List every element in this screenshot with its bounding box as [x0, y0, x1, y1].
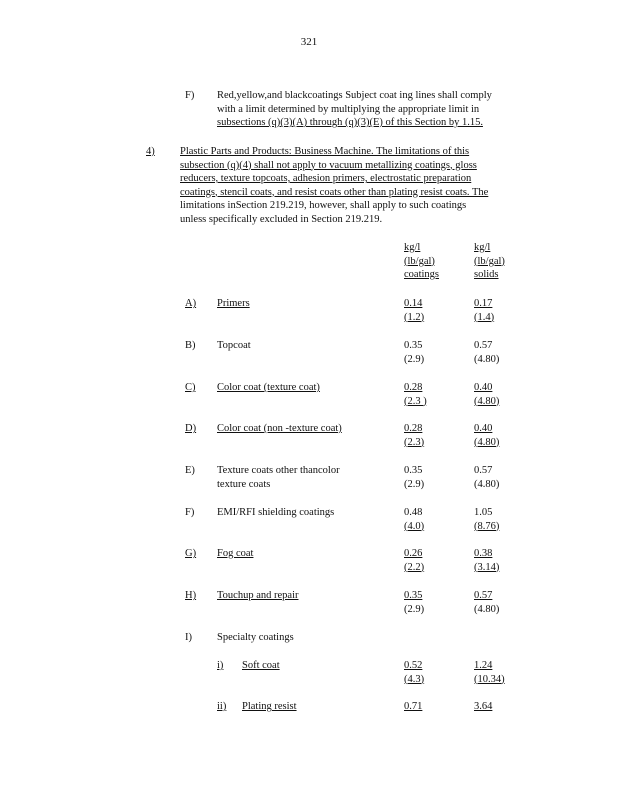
row-name: Plating resist — [242, 701, 297, 712]
row-label: A) — [185, 298, 197, 309]
solids-lbgal: (4.80) — [474, 353, 500, 365]
coatings-kgl: 0.35 — [404, 340, 423, 351]
row-coatings-value — [404, 422, 424, 449]
row-label: H) — [185, 590, 197, 601]
solids-lbgal: (10.34) — [474, 673, 505, 685]
coatings-kgl: 0.48 — [404, 507, 423, 518]
row-coatings-value — [404, 547, 424, 574]
solids-kgl: 1.24 — [474, 660, 493, 671]
item-4-label: 4) — [146, 146, 155, 157]
row-name: Color coat (non -texture coat) — [217, 423, 342, 434]
row-solids-value — [474, 339, 499, 366]
row-coatings-value — [404, 339, 424, 366]
item-4-line: coatings, stencil coats, and resist coats other than plating resist coats. The — [180, 186, 489, 198]
item-4-line: subsection (q)(4) shall not apply to vacuum metallizing coatings, gloss — [180, 159, 477, 171]
solids-kgl: 0.57 — [474, 590, 493, 601]
header-coatings-unit: kg/l — [404, 242, 421, 253]
solids-lbgal: (3.14) — [474, 561, 500, 573]
coatings-lbgal: (2.9) — [404, 603, 425, 615]
row-solids-value — [474, 547, 499, 574]
coatings-kgl: 0.52 — [404, 660, 423, 671]
solids-kgl: 1.05 — [474, 507, 493, 518]
solids-lbgal: (4.80) — [474, 395, 500, 407]
row-label: C) — [185, 382, 196, 393]
row-solids-value — [474, 506, 499, 533]
header-solids — [474, 241, 505, 282]
header-coatings-label: coatings — [404, 269, 439, 280]
solids-kgl: 0.57 — [474, 465, 493, 476]
row-coatings-value — [404, 700, 422, 714]
solids-kgl: 0.40 — [474, 382, 493, 393]
row-coatings-value — [404, 659, 424, 686]
coatings-kgl: 0.28 — [404, 382, 423, 393]
row-coatings-value — [404, 589, 424, 616]
solids-kgl: 0.40 — [474, 423, 493, 434]
row-name: Touchup and repair — [217, 590, 299, 601]
row-solids-value — [474, 422, 499, 449]
solids-lbgal: (4.80) — [474, 436, 500, 448]
solids-kgl: 0.38 — [474, 548, 493, 559]
row-label: B) — [185, 340, 196, 351]
item-4-text — [180, 145, 488, 226]
item-4-line: unless specifically excluded in Section 219.219. — [180, 213, 383, 225]
row-name-line: Texture coats other thancolor — [217, 465, 340, 476]
coatings-lbgal: (2.3) — [404, 436, 425, 448]
row-coatings-value — [404, 381, 427, 408]
row-name — [217, 464, 340, 491]
coatings-lbgal: (2.3 ) — [404, 395, 427, 407]
row-coatings-value — [404, 464, 424, 491]
item-4-line: Plastic Parts and Products: Business Machine. The limitations of this — [180, 146, 470, 157]
item-f-line: Red,yellow,and blackcoatings Subject coat ing lines shall comply — [217, 90, 492, 101]
row-solids-value — [474, 589, 499, 616]
item-f-line: with a limit determined by multiplying the appropriate limit in — [217, 103, 480, 115]
header-solids-label: solids — [474, 269, 499, 280]
item-f-label: F) — [185, 90, 195, 101]
coatings-lbgal: (2.2) — [404, 561, 425, 573]
coatings-lbgal: (4.3) — [404, 673, 425, 685]
row-label: E) — [185, 465, 195, 476]
header-solids-unit: kg/l — [474, 242, 491, 253]
row-label: ii) — [217, 701, 227, 712]
coatings-kgl: 0.71 — [404, 701, 423, 712]
item-4-line: reducers, texture topcoats, adhesion primers, electrostatic preparation — [180, 173, 472, 184]
row-name-line: texture coats — [217, 478, 271, 490]
row-name: Soft coat — [242, 660, 280, 671]
solids-lbgal: (4.80) — [474, 478, 500, 490]
row-label: F) — [185, 507, 195, 518]
row-coatings-value — [404, 297, 424, 324]
coatings-kgl: 0.35 — [404, 465, 423, 476]
item-f-text — [217, 89, 492, 130]
row-name: Specialty coatings — [217, 632, 294, 643]
solids-kgl: 0.17 — [474, 298, 493, 309]
row-name: EMI/RFI shielding coatings — [217, 507, 335, 518]
row-name: Fog coat — [217, 548, 254, 559]
row-name: Color coat (texture coat) — [217, 382, 320, 393]
coatings-kgl: 0.14 — [404, 298, 423, 309]
row-solids-value — [474, 659, 505, 686]
row-solids-value — [474, 381, 499, 408]
row-solids-value — [474, 297, 494, 324]
coatings-lbgal: (2.9) — [404, 353, 425, 365]
header-coatings — [404, 241, 439, 282]
solids-lbgal: (4.80) — [474, 603, 500, 615]
coatings-lbgal: (4.0) — [404, 520, 425, 532]
item-4-line: limitations inSection 219.219, however, shall apply to such coatings — [180, 200, 467, 211]
row-name: Topcoat — [217, 340, 251, 351]
solids-lbgal: (8.76) — [474, 520, 500, 532]
coatings-lbgal: (1.2) — [404, 311, 425, 323]
solids-kgl: 0.57 — [474, 340, 493, 351]
solids-lbgal: (1.4) — [474, 311, 495, 323]
row-label: D) — [185, 423, 197, 434]
coatings-kgl: 0.28 — [404, 423, 423, 434]
row-solids-value — [474, 700, 492, 714]
item-f-line: subsections (q)(3)(A) through (q)(3)(E) of this Section by 1.15. — [217, 117, 483, 128]
coatings-kgl: 0.26 — [404, 548, 423, 559]
row-label: i) — [217, 660, 224, 671]
header-coatings-unit-alt: (lb/gal) — [404, 255, 435, 267]
row-label: G) — [185, 548, 197, 559]
row-solids-value — [474, 464, 499, 491]
header-solids-unit-alt: (lb/gal) — [474, 255, 505, 267]
coatings-lbgal: (2.9) — [404, 478, 425, 490]
coatings-kgl: 0.35 — [404, 590, 423, 601]
solids-kgl: 3.64 — [474, 701, 493, 712]
row-label: I) — [185, 632, 192, 643]
row-name: Primers — [217, 298, 250, 309]
row-coatings-value — [404, 506, 424, 533]
page-number: 321 — [300, 36, 318, 48]
